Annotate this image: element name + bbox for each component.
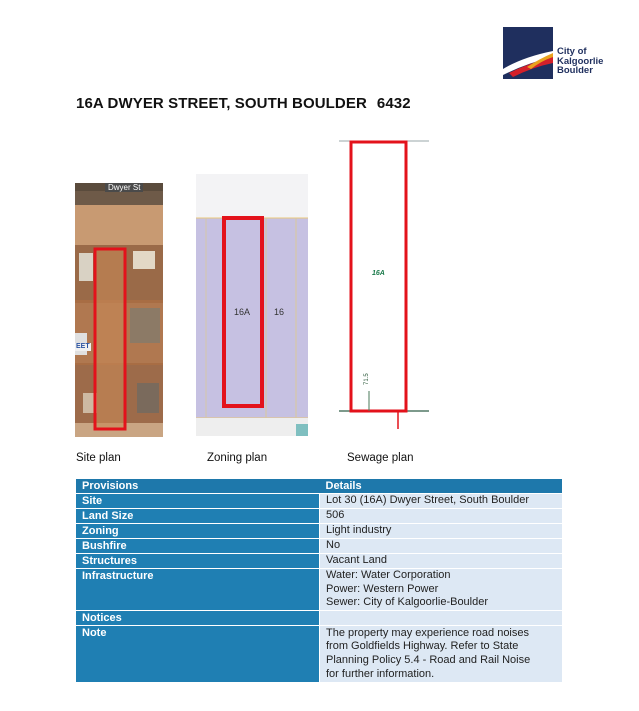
zoning-lot-label-16a: 16A	[234, 307, 251, 317]
logo-emblem-icon	[503, 27, 553, 79]
row-value-line: 506	[326, 509, 345, 521]
row-value-line: Sewer: City of Kalgoorlie-Boulder	[326, 596, 489, 609]
row-value-line: Vacant Land	[326, 554, 387, 566]
row-value-line: The property may experience road noises	[326, 626, 529, 639]
row-value-line: No	[326, 539, 341, 551]
row-value	[320, 569, 563, 611]
row-value	[320, 524, 563, 539]
row-value	[320, 554, 563, 569]
council-logo	[503, 27, 613, 83]
row-value-line: for further information.	[326, 667, 435, 680]
sewage-plan-image	[339, 133, 429, 433]
table-header-row	[76, 479, 562, 494]
sewage-dimension-label: 71.5	[364, 373, 370, 385]
logo-line-1: City of	[557, 46, 587, 57]
caption-sewage-plan: Sewage plan	[347, 452, 414, 464]
header-provisions: Provisions	[76, 479, 320, 494]
row-value-line: Lot 30 (16A) Dwyer Street, South Boulder	[326, 494, 529, 506]
site-plan-image	[75, 183, 163, 437]
row-key: Zoning	[76, 524, 320, 539]
table-row-notices	[76, 610, 562, 625]
row-value-line: Water: Water Corporation	[326, 569, 451, 581]
row-key: Note	[76, 625, 320, 682]
row-value	[320, 494, 563, 509]
title-postcode: 6432	[376, 95, 411, 112]
table-row-bushfire	[76, 539, 562, 554]
row-key: Infrastructure	[76, 569, 320, 611]
table-row-zoning	[76, 524, 562, 539]
site-plan-side-label: EET	[76, 343, 90, 350]
row-value-line: Light industry	[326, 524, 392, 536]
sewage-lot-label: 16A	[372, 270, 385, 277]
logo-line-2: Kalgoorlie	[557, 55, 604, 67]
provisions-table	[76, 479, 562, 683]
row-value	[320, 539, 563, 554]
row-key: Structures	[76, 554, 320, 569]
row-key: Notices	[76, 610, 320, 625]
row-value	[320, 509, 563, 524]
zoning-lot-label-16: 16	[274, 307, 285, 317]
table-row-structures	[76, 554, 562, 569]
page-title	[76, 95, 411, 112]
row-key: Land Size	[76, 509, 320, 524]
zoning-plan-image	[196, 174, 308, 436]
row-value-line: Power: Western Power	[326, 582, 439, 595]
row-key: Site	[76, 494, 320, 509]
row-key: Bushfire	[76, 539, 320, 554]
header-details: Details	[320, 479, 563, 494]
table-row-note	[76, 625, 562, 682]
table-row-land-size	[76, 509, 562, 524]
table-row-site	[76, 494, 562, 509]
title-address: 16A DWYER STREET, SOUTH BOULDER	[76, 95, 367, 112]
table-row-infrastructure	[76, 569, 562, 611]
logo-wordmark	[557, 47, 603, 76]
row-value-line: Planning Policy 5.4 - Road and Rail Noise	[326, 653, 531, 666]
caption-site-plan: Site plan	[76, 452, 121, 464]
site-plan-street-label: Dwyer St	[105, 183, 143, 192]
row-value	[320, 625, 563, 682]
row-value	[320, 610, 563, 625]
logo-line-3: Boulder	[557, 65, 593, 76]
row-value-line: from Goldfields Highway. Refer to State	[326, 640, 519, 653]
caption-zoning-plan: Zoning plan	[207, 452, 268, 464]
